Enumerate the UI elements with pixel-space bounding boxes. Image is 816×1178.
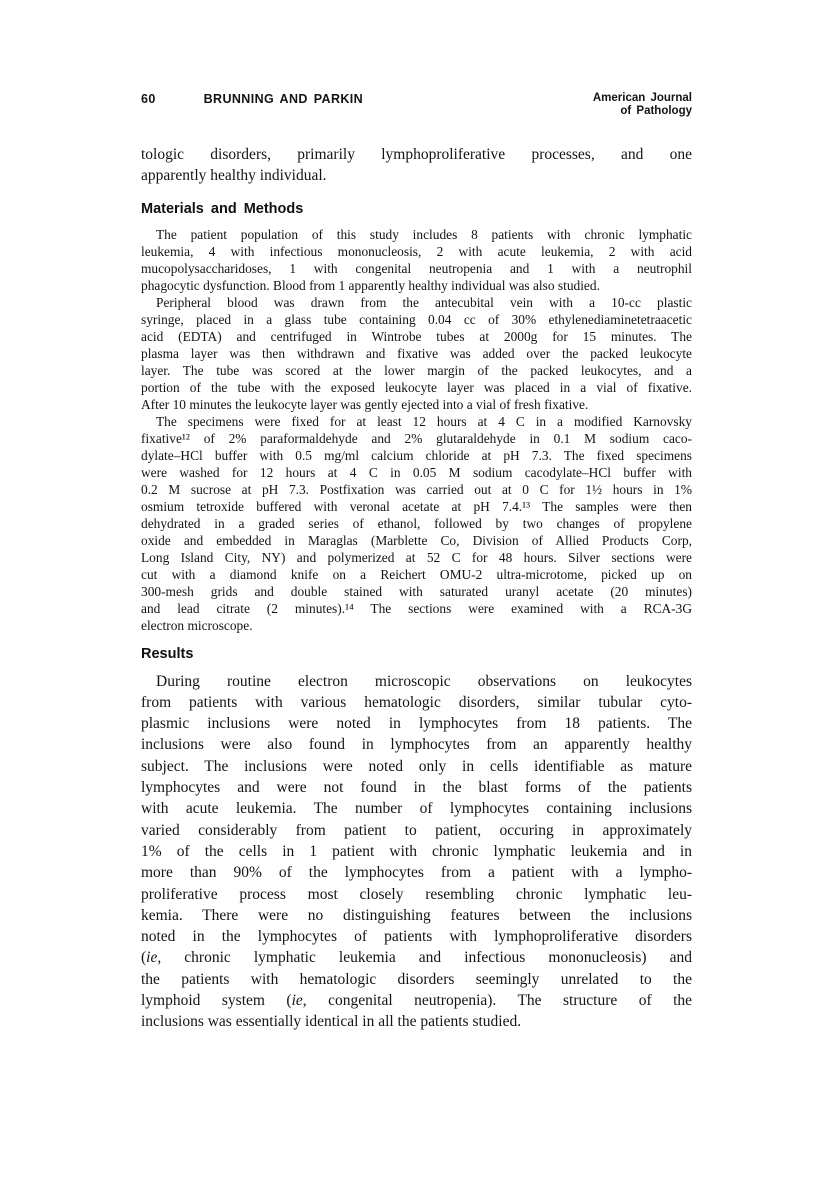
section-heading-methods: Materials and Methods [141,200,304,217]
journal-name-line2: of Pathology [620,105,692,117]
text-line: dylate–HCl buffer with 0.5 mg/ml calcium chloride at pH 7.3. The fixed specimens [141,447,692,463]
methods-paragraph-1 [141,226,692,294]
text-line: During routine electron microscopic observations on leukocytes [156,672,692,690]
text-line: lymphocytes and were not found in the blast forms of the patients [141,779,692,797]
text-line: layer. The tube was scored at the lower margin of the packed leukocytes, and a [141,362,692,378]
text-line: noted in the lymphocytes of patients with lymphoproliferative disorders [141,928,692,946]
text-line: (ie, chronic lymphatic leukemia and infectious mononucleosis) and [141,949,692,967]
text-line: the patients with hematologic disorders seemingly unrelated to the [141,970,692,988]
methods-paragraph-2 [141,294,692,413]
journal-name [593,92,692,118]
text-line: and lead citrate (2 minutes).¹⁴ The sections were examined with a RCA-3G [141,600,692,616]
text-line: plasma layer was then withdrawn and fixative was added over the packed leukocyte [141,345,692,361]
text-line: were washed for 12 hours at 4 C in 0.05 M sodium cacodylate–HCl buffer with [141,464,692,480]
text-line: Peripheral blood was drawn from the antecubital vein with a 10-cc plastic [156,294,692,310]
journal-name-line1: American Journal [592,92,692,104]
methods-paragraph-3 [141,413,692,634]
text-line: proliferative process most closely resembling chronic lymphatic leu- [141,885,692,903]
text-line: leukemia, 4 with infectious mononucleosis, 2 with acute leukemia, 2 with acid [141,243,692,259]
intro-paragraph [141,144,692,187]
text-line: tologic disorders, primarily lymphoproliferative processes, and one [141,146,692,163]
text-line: subject. The inclusions were noted only in cells identifiable as mature [141,757,692,775]
text-line: with acute leukemia. The number of lymphocytes containing inclusions [141,800,692,818]
text-line: mucopolysaccharidoses, 1 with congenital neutropenia and 1 with a neutrophil [141,260,692,276]
text-line: inclusions was essentially identical in all the patients studied. [141,1013,522,1031]
italic-text: ie [291,992,303,1010]
text-line: apparently healthy individual. [141,167,327,185]
text-line: from patients with various hematologic disorders, similar tubular cyto- [141,693,692,711]
text-line: varied considerably from patient to patient, occuring in approximately [141,821,692,839]
text-line: Long Island City, NY) and polymerized at 52 C for 48 hours. Silver sections were [141,549,692,565]
text-line: oxide and embedded in Maraglas (Marblette Co, Division of Allied Products Corp, [141,532,692,548]
text-line: acid (EDTA) and centrifuged in Wintrobe tubes at 2000g for 15 minutes. The [141,328,692,344]
text-line: cut with a diamond knife on a Reichert OMU-2 ultra-microtome, picked up on [141,566,692,582]
text-line: 300-mesh grids and double stained with saturated uranyl acetate (20 minutes) [141,583,692,599]
results-section [141,671,692,1033]
text-line: lymphoid system (ie, congenital neutropenia). The structure of the [141,992,693,1010]
text-line: dehydrated in a graded series of ethanol, followed by two changes of propylene [141,515,692,531]
text-line: electron microscope. [141,617,253,633]
text-line: The specimens were fixed for at least 12 hours at 4 C in a modified Karnovsky [156,413,692,429]
italic-text: ie [146,949,158,967]
header-left [141,92,363,106]
running-title: BRUNNING AND PARKIN [203,92,364,106]
text-line: The patient population of this study includes 8 patients with chronic lymphatic [156,226,692,242]
text-line: 1% of the cells in 1 patient with chronic lymphatic leukemia and in [141,842,692,860]
text-line: kemia. There were no distinguishing features between the inclusions [141,906,692,924]
text-line: 0.2 M sucrose at pH 7.3. Postfixation was carried out at 0 C for 1½ hours in 1% [141,481,692,497]
page-number: 60 [141,92,156,106]
text-line: After 10 minutes the leukocyte layer was gently ejected into a vial of fresh fixative. [141,396,589,412]
page-header [141,92,692,118]
text-line: plasmic inclusions were noted in lymphocytes from 18 patients. The [141,715,692,733]
text-line: fixative¹² of 2% paraformaldehyde and 2% glutaraldehyde in 0.1 M sodium caco- [141,430,692,446]
text-line: more than 90% of the lymphocytes from a patient with a lympho- [141,864,692,882]
section-heading-results: Results [141,645,194,662]
results-paragraph-1 [141,671,692,1033]
text-line: phagocytic dysfunction. Blood from 1 apparently healthy individual was also studied. [141,277,600,293]
text-line: inclusions were also found in lymphocytes from an apparently healthy [141,736,692,754]
text-line: osmium tetroxide buffered with veronal acetate at pH 7.4.¹³ The samples were then [141,498,692,514]
methods-section [141,226,692,634]
text-line: portion of the tube with the exposed leukocyte layer was placed in a vial of fixative. [141,379,692,395]
text-line: syringe, placed in a glass tube containing 0.04 cc of 30% ethylenediaminetetraacetic [141,311,692,327]
